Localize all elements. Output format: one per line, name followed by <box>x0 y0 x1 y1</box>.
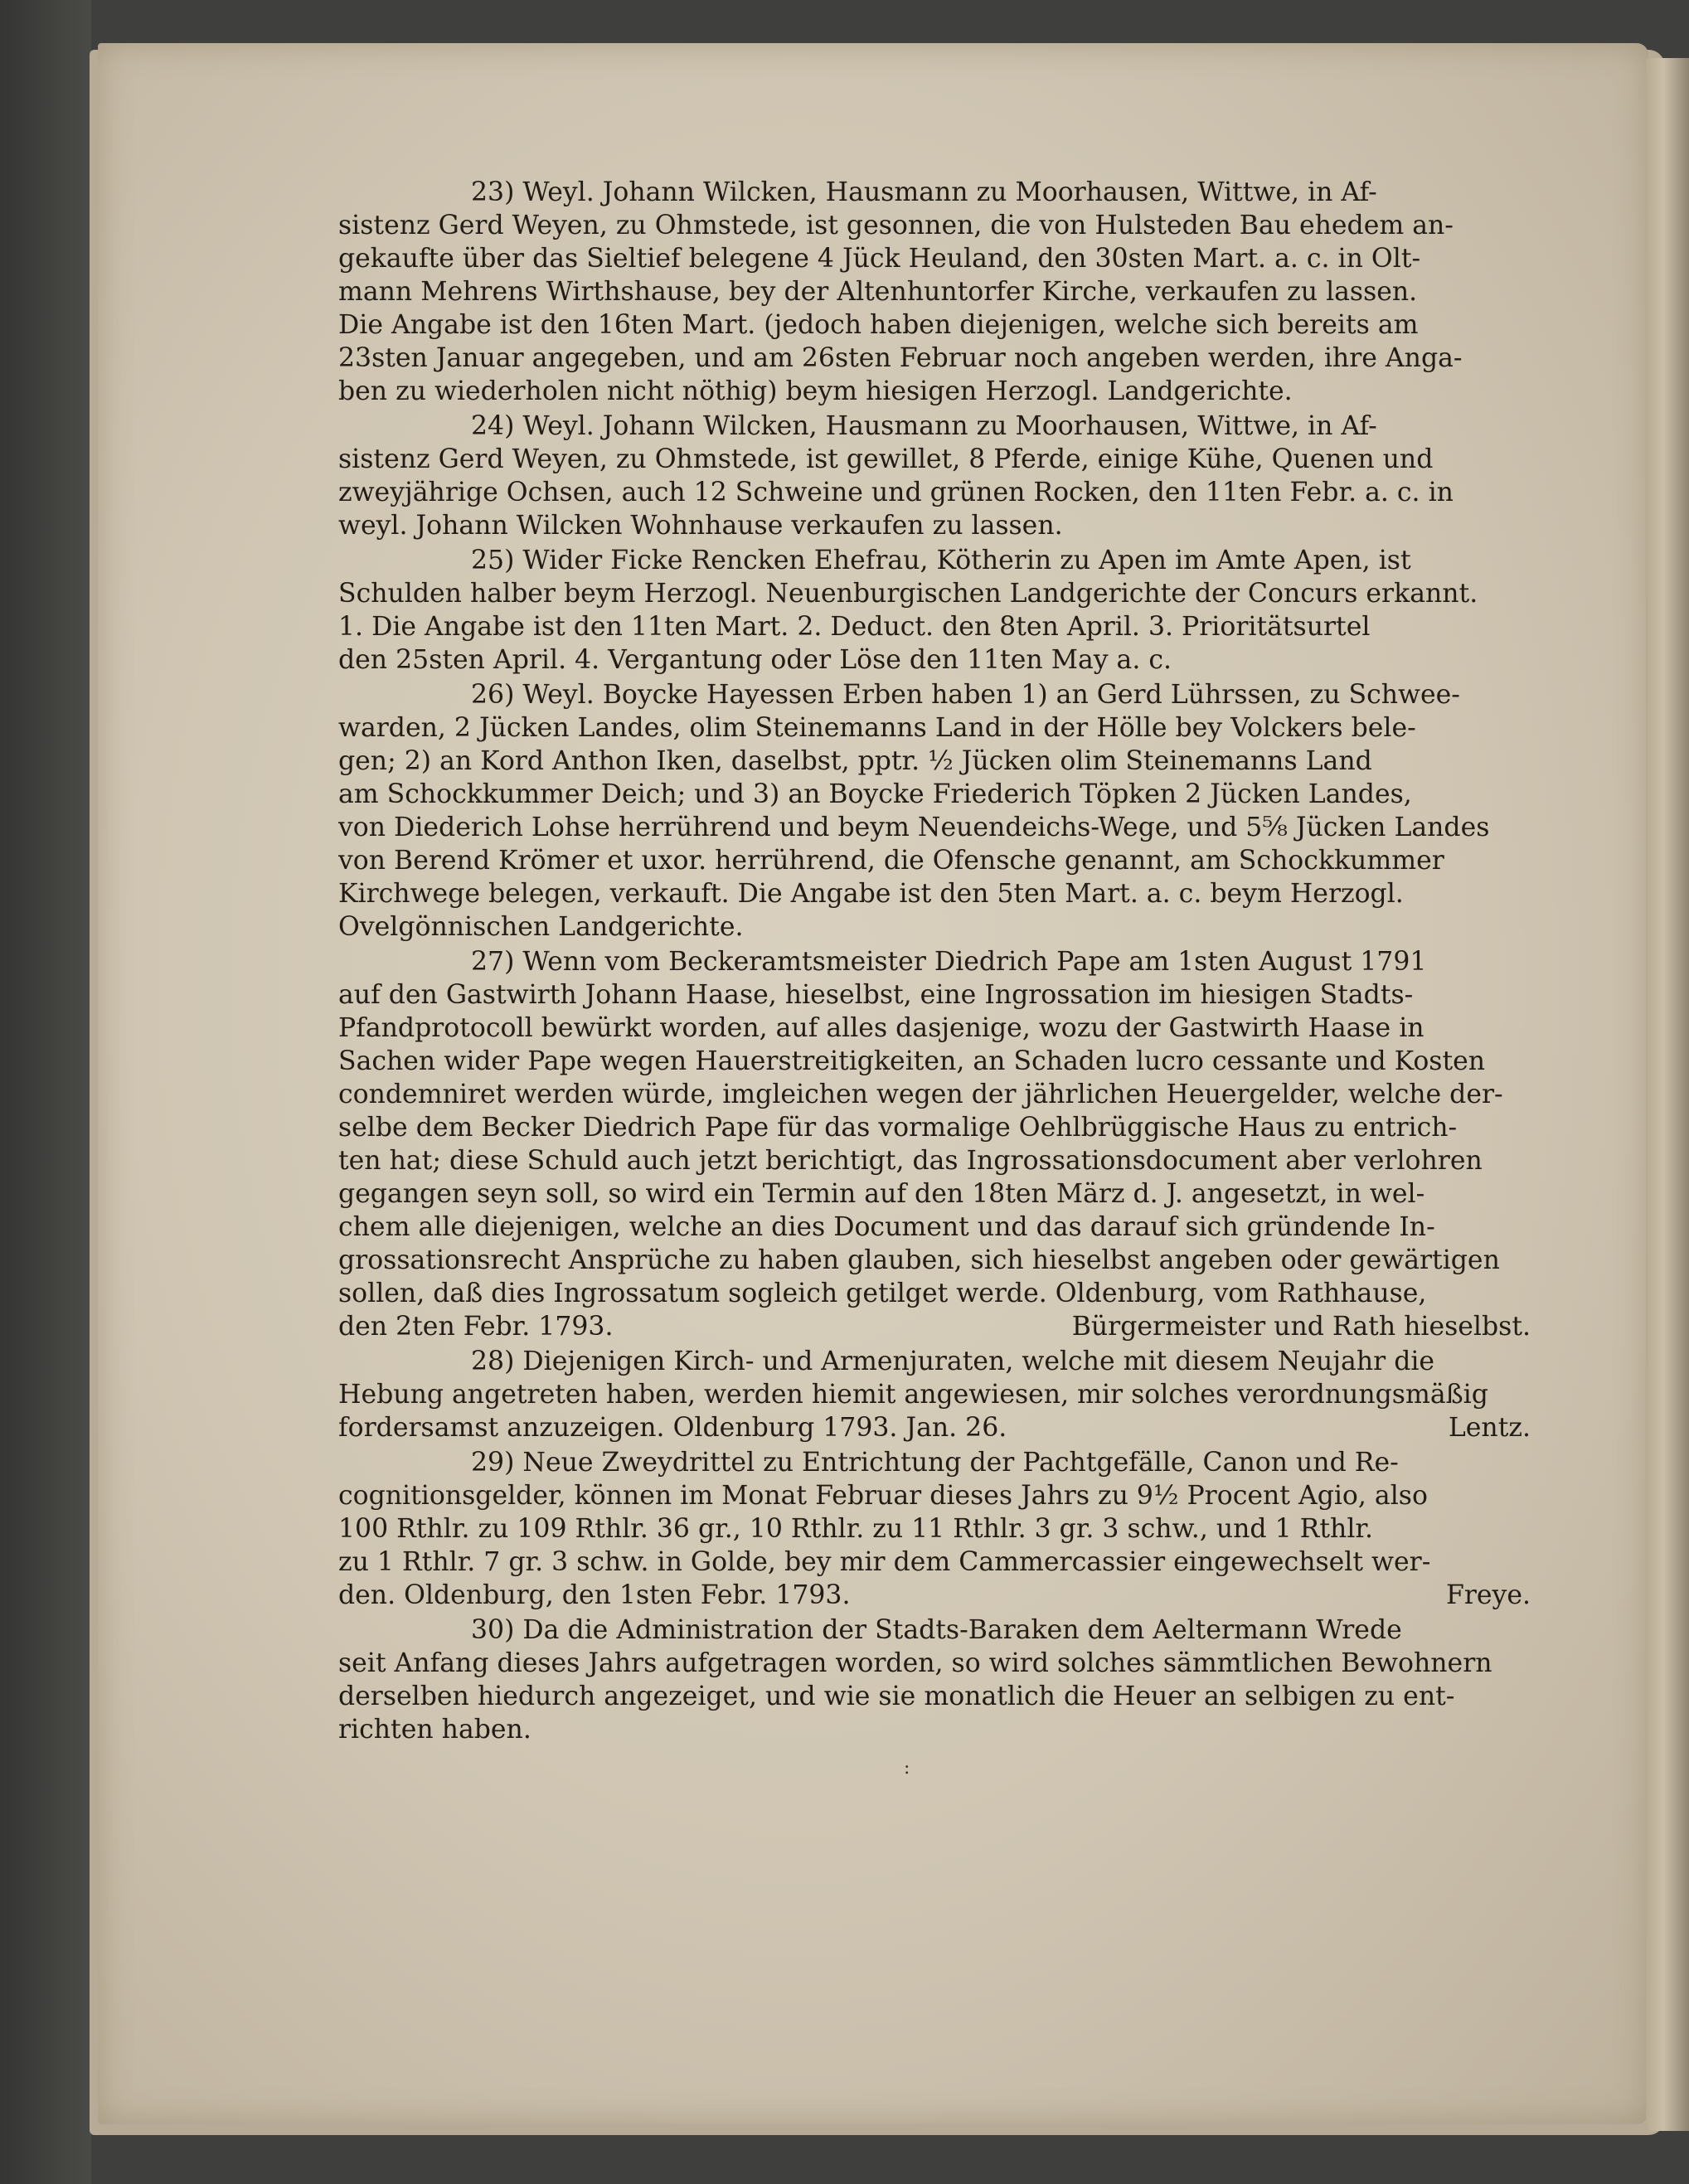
entry-line <box>338 509 1556 542</box>
entry-line <box>338 1111 1556 1144</box>
entry-number: 26) <box>471 680 515 710</box>
line-text: Wider Ficke Rencken Ehefrau, Kötherin zu Apen im Amte Apen, ist <box>522 546 1411 575</box>
entry-line <box>338 745 1556 778</box>
entry-line <box>338 342 1556 375</box>
line-text: auf den Gastwirth Johann Haase, hieselbst, eine Ingrossation im hiesigen Stadts- <box>338 980 1414 1010</box>
entry-number: 24) <box>471 411 515 441</box>
notice-entry <box>338 678 1556 944</box>
entry-number: 28) <box>471 1347 515 1376</box>
line-text: Wenn vom Beckeramtsmeister Diedrich Pape am 1sten August 1791 <box>522 947 1427 977</box>
entry-line <box>338 476 1556 509</box>
line-text: am Schockkummer Deich; und 3) an Boycke Friederich Töpken 2 Jücken Landes, <box>338 779 1412 809</box>
line-text: gekaufte über das Sieltief belegene 4 Jück Heuland, den 30sten Mart. a. c. in Olt- <box>338 244 1421 274</box>
entry-line <box>338 1479 1556 1512</box>
entry-line <box>338 1144 1556 1177</box>
line-text: seit Anfang dieses Jahrs aufgetragen worden, so wird solches sämmtlichen Bewohnern <box>338 1648 1492 1678</box>
line-text: Hebung angetreten haben, werden hiemit angewiesen, mir solches verordnungsmäßig <box>338 1380 1488 1410</box>
entry-first-line <box>338 1446 1556 1479</box>
line-text: 23sten Januar angegeben, und am 26sten Februar noch angeben werden, ihre Anga- <box>338 343 1463 373</box>
scan-background <box>0 0 91 2184</box>
line-text: Die Angabe ist den 16ten Mart. (jedoch haben diejenigen, welche sich bereits am <box>338 310 1419 340</box>
line-text: ben zu wiederholen nicht nöthig) beym hiesigen Herzogl. Landgerichte. <box>338 376 1293 406</box>
notice-entry <box>338 544 1556 677</box>
entry-first-line <box>338 1345 1556 1378</box>
entry-first-line <box>338 1614 1556 1647</box>
line-text: Diejenigen Kirch- und Armenjuraten, welche mit diesem Neujahr die <box>522 1347 1435 1376</box>
entry-line <box>338 443 1556 476</box>
entry-line <box>338 1310 1556 1343</box>
line-text: ten hat; diese Schuld auch jetzt berichtigt, das Ingrossationsdocument aber verlohren <box>338 1146 1483 1176</box>
entry-line <box>338 308 1556 342</box>
line-text: cognitionsgelder, können im Monat Februar dieses Jahrs zu 9½ Procent Agio, also <box>338 1481 1428 1511</box>
entry-line <box>338 1277 1556 1310</box>
entry-line <box>338 1713 1556 1746</box>
entry-number: 27) <box>471 947 515 977</box>
line-text: chem alle diejenigen, welche an dies Document und das darauf sich gründende In- <box>338 1212 1435 1242</box>
entry-line <box>338 778 1556 811</box>
entry-line <box>338 209 1556 242</box>
line-text: sistenz Gerd Weyen, zu Ohmstede, ist gewillet, 8 Pferde, einige Kühe, Quenen und <box>338 444 1434 474</box>
entry-line <box>338 1177 1556 1211</box>
notice-entry <box>338 1446 1556 1612</box>
entry-number: 30) <box>471 1615 515 1645</box>
line-text: weyl. Johann Wilcken Wohnhause verkaufen zu lassen. <box>338 511 1063 541</box>
line-text: sistenz Gerd Weyen, zu Ohmstede, ist gesonnen, die von Hulsteden Bau ehedem an- <box>338 211 1454 240</box>
line-text: von Diederich Lohse herrührend und beym Neuendeichs-Wege, und 5⅝ Jücken Landes <box>338 813 1490 842</box>
line-text: Kirchwege belegen, verkauft. Die Angabe ist den 5ten Mart. a. c. beym Herzogl. <box>338 879 1404 909</box>
line-text: grossationsrecht Ansprüche zu haben glauben, sich hieselbst angeben oder gewärtigen <box>338 1245 1500 1275</box>
entry-number: 23) <box>471 177 515 207</box>
line-text: fordersamst anzuzeigen. Oldenburg 1793. Jan. 26. <box>338 1413 1007 1443</box>
entry-first-line <box>338 410 1556 443</box>
entry-line <box>338 375 1556 408</box>
entry-line <box>338 1078 1556 1111</box>
document-text <box>338 176 1556 1746</box>
entry-first-line <box>338 945 1556 978</box>
line-text: Weyl. Boycke Hayessen Erben haben 1) an Gerd Lührssen, zu Schwee- <box>522 680 1460 710</box>
line-text: 1. Die Angabe ist den 11ten Mart. 2. Deduct. den 8ten April. 3. Prioritätsurtel <box>338 612 1371 642</box>
entry-line <box>338 1411 1556 1444</box>
line-text: Da die Administration der Stadts-Baraken dem Aeltermann Wrede <box>522 1615 1402 1645</box>
notice-entry <box>338 945 1556 1343</box>
entry-first-line <box>338 544 1556 577</box>
line-text: gegangen seyn soll, so wird ein Termin auf den 18ten März d. J. angesetzt, in wel- <box>338 1179 1425 1209</box>
entry-line <box>338 910 1556 944</box>
line-text: derselben hiedurch angezeiget, und wie sie monatlich die Heuer an selbigen zu ent- <box>338 1682 1455 1711</box>
line-text: zu 1 Rthlr. 7 gr. 3 schw. in Golde, bey mir dem Cammercassier eingewechselt wer- <box>338 1547 1431 1577</box>
entry-line <box>338 1512 1556 1546</box>
entry-line <box>338 1244 1556 1277</box>
notice-entry <box>338 176 1556 408</box>
line-text: den 2ten Febr. 1793. <box>338 1312 614 1342</box>
entry-line <box>338 877 1556 910</box>
line-text: warden, 2 Jücken Landes, olim Steinemanns Land in der Hölle bey Volckers bele- <box>338 713 1416 743</box>
line-text: Weyl. Johann Wilcken, Hausmann zu Moorhausen, Wittwe, in Af- <box>522 411 1377 441</box>
entry-line <box>338 275 1556 308</box>
entry-line <box>338 1012 1556 1045</box>
line-text: Pfandprotocoll bewürkt worden, auf alles dasjenige, wozu der Gastwirth Haase in <box>338 1013 1424 1043</box>
line-text: Schulden halber beym Herzogl. Neuenburgischen Landgerichte der Concurs erkannt. <box>338 579 1478 609</box>
entry-line <box>338 1647 1556 1680</box>
line-text: sollen, daß dies Ingrossatum sogleich getilget werde. Oldenburg, vom Rathhause, <box>338 1279 1427 1308</box>
entry-signature: Lentz. <box>1448 1413 1531 1443</box>
entry-number: 29) <box>471 1448 515 1478</box>
entry-line <box>338 1378 1556 1411</box>
line-text: Sachen wider Pape wegen Hauerstreitigkeiten, an Schaden lucro cessante und Kosten <box>338 1046 1486 1076</box>
line-text: Weyl. Johann Wilcken, Hausmann zu Moorhausen, Wittwe, in Af- <box>522 177 1377 207</box>
entry-signature: Freye. <box>1445 1580 1531 1610</box>
line-text: richten haben. <box>338 1715 531 1745</box>
line-text: den. Oldenburg, den 1sten Febr. 1793. <box>338 1580 851 1610</box>
entry-number: 25) <box>471 546 515 575</box>
entry-line <box>338 844 1556 877</box>
line-text: von Berend Krömer et uxor. herrührend, die Ofensche genannt, am Schockkummer <box>338 846 1444 876</box>
entry-line <box>338 1680 1556 1713</box>
line-text: zweyjährige Ochsen, auch 12 Schweine und grünen Rocken, den 11ten Febr. a. c. in <box>338 478 1454 507</box>
notice-entry <box>338 1614 1556 1746</box>
entry-line <box>338 1045 1556 1078</box>
line-text: selbe dem Becker Diedrich Pape für das vormalige Oehlbrüggische Haus zu entrich- <box>338 1113 1458 1143</box>
entry-line <box>338 610 1556 643</box>
line-text: gen; 2) an Kord Anthon Iken, daselbst, pptr. ½ Jücken olim Steinemanns Land <box>338 746 1372 776</box>
entry-line <box>338 811 1556 844</box>
line-text: den 25sten April. 4. Vergantung oder Löse den 11ten May a. c. <box>338 645 1172 675</box>
entry-signature: Bürgermeister und Rath hieselbst. <box>1071 1312 1531 1342</box>
entry-line <box>338 577 1556 610</box>
line-text: Neue Zweydrittel zu Entrichtung der Pachtgefälle, Canon und Re- <box>522 1448 1399 1478</box>
entry-line <box>338 242 1556 275</box>
notice-entry <box>338 1345 1556 1444</box>
entry-line <box>338 1546 1556 1579</box>
entry-line <box>338 1211 1556 1244</box>
entry-line <box>338 1579 1556 1612</box>
entry-first-line <box>338 176 1556 209</box>
entry-line <box>338 978 1556 1012</box>
entry-line <box>338 711 1556 745</box>
entry-first-line <box>338 678 1556 711</box>
line-text: condemniret werden würde, imgleichen wegen der jährlichen Heuergelder, welche der- <box>338 1080 1503 1109</box>
line-text: mann Mehrens Wirthshause, bey der Altenhuntorfer Kirche, verkaufen zu lassen. <box>338 277 1418 307</box>
facing-page-edge <box>1646 58 1689 2131</box>
notice-entry <box>338 410 1556 542</box>
line-text: 100 Rthlr. zu 109 Rthlr. 36 gr., 10 Rthlr. zu 11 Rthlr. 3 gr. 3 schw., und 1 Rthlr. <box>338 1514 1374 1544</box>
entry-line <box>338 643 1556 677</box>
ink-mark: : <box>904 1758 910 1779</box>
line-text: Ovelgönnischen Landgerichte. <box>338 912 744 942</box>
